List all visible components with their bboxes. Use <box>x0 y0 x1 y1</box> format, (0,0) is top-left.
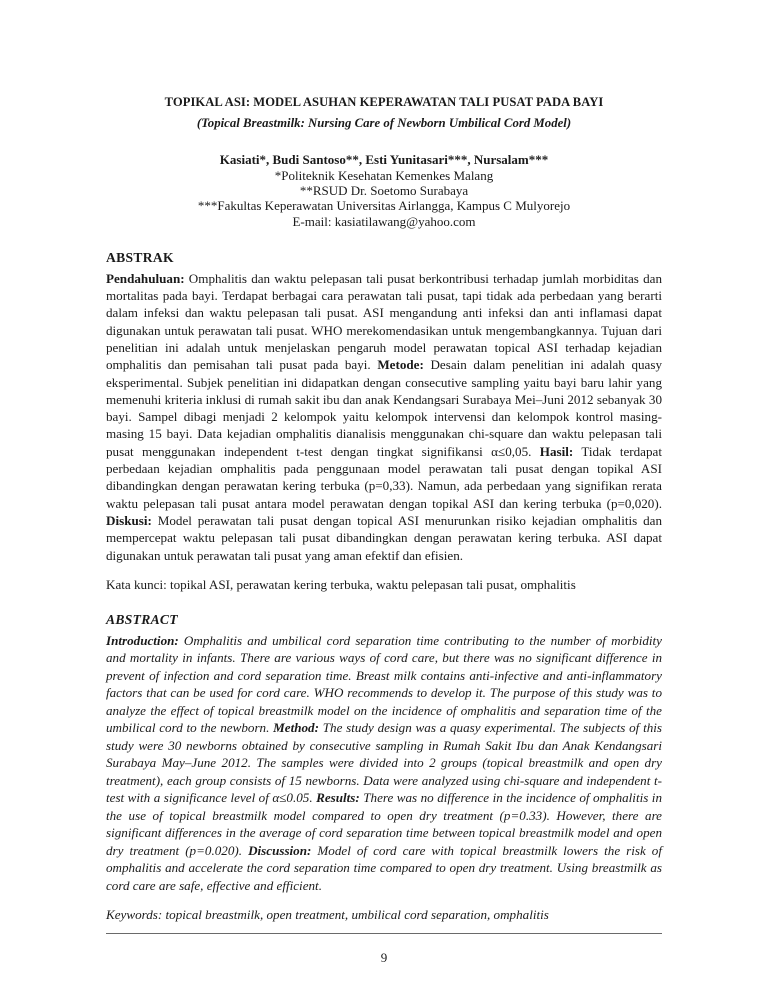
abstract-label-introduction: Introduction: <box>106 632 179 648</box>
abstrak-body <box>106 270 662 564</box>
paper-title: TOPIKAL ASI: MODEL ASUHAN KEPERAWATAN TALI PUSAT PADA BAYI <box>164 95 604 109</box>
author-block <box>106 152 662 229</box>
abstract-text-method: The study design was a quasy experimental. The subjects of this study were 30 newborns obtained by consecutive sampling in Rumah Sakit Ibu dan Anak Kendangsari Surabaya May–June 2012. The samples were divided into 2 groups (topical breastmilk and open dry treatment), each group consists of 15 newborns. Data were analyzed using chi-square and independent t-test with a significance level of α≤0.05. <box>106 720 662 806</box>
abstract-label-method: Method: <box>273 720 319 736</box>
abstrak-label-pendahuluan: Pendahuluan: <box>106 270 185 286</box>
abstrak-label-diskusi: Diskusi: <box>106 512 152 528</box>
abstract-text-results: There was no difference in the incidence of omphalitis in the use of topical breastmilk model compared to open dry treatment (p=0.33). However, there are significant differences in the average of cord separation time between topical breastmilk model and open dry treatment (p=0.020). <box>106 790 662 858</box>
abstrak-label-hasil: Hasil: <box>539 443 574 459</box>
abstract-label-results: Results: <box>316 790 360 806</box>
abstract-text-discussion: Model of cord care with topical breastmilk lowers the risk of omphalitis and accelerate the cord separation time compared to open dry treatment. Using breastmilk as cord care are safe, effective and efficient. <box>106 842 662 893</box>
abstract-text-introduction: Omphalitis and umbilical cord separation time contributing to the number of morbidity and mortality in infants. There are various ways of cord care, but there was no significant difference in prevent of infection and cord separation time. Breast milk contains anti-infective and anti-inflammatory factors that can be used for cord care. WHO recommends to develop it. The purpose of this study was to analyze the effect of topical breastmilk model on the incidence of omphalitis and separation time of the umbilical cord to the newborn. <box>106 632 662 736</box>
affiliation-3: ***Fakultas Keperawatan Universitas Airlangga, Kampus C Mulyorejo <box>197 198 571 214</box>
abstract-body <box>106 632 662 895</box>
abstrak-label-metode: Metode: <box>377 357 424 373</box>
paper-subtitle: (Topical Breastmilk: Nursing Care of Newborn Umbilical Cord Model) <box>196 116 572 130</box>
author-email: E-mail: kasiatilawang@yahoo.com <box>292 213 476 229</box>
affiliation-2: **RSUD Dr. Soetomo Surabaya <box>299 183 469 199</box>
footer-divider <box>106 933 662 934</box>
author-names: Kasiati*, Budi Santoso**, Esti Yunitasari***, Nursalam*** <box>219 152 549 167</box>
paper-page <box>106 0 662 966</box>
abstract-heading: ABSTRACT <box>106 611 178 627</box>
abstrak-text-diskusi: Model perawatan tali pusat dengan topical ASI menurunkan risiko kejadian omphalitis dan mempercepat waktu pelepasan tali pusat dibandingkan dengan perawatan kering terbuka. ASI dapat digunakan untuk perawatan tali pusat yang aman efektif dan efisien. <box>106 512 662 563</box>
keywords: Keywords: topical breastmilk, open treatment, umbilical cord separation, omphalitis <box>106 907 549 923</box>
abstrak-text-hasil: Tidak terdapat perbedaan kejadian omphalitis pada penggunaan model perawatan tali pusat dengan topikal ASI dibandingkan dengan perawatan kering terbuka (p=0,33). Namun, ada perbedaan yang signifikan rerata waktu pelepasan tali pusat antara model perawatan dengan topikal ASI dan kering terbuka (p=0,020). <box>106 443 662 511</box>
affiliation-1: *Politeknik Kesehatan Kemenkes Malang <box>274 168 494 183</box>
abstrak-heading: ABSTRAK <box>106 249 174 265</box>
abstrak-text-pendahuluan: Omphalitis dan waktu pelepasan tali pusat berkontribusi terhadap jumlah morbiditas dan mortalitas pada bayi. Terdapat berbagai cara perawatan tali pusat, tapi tidak ada perbedaan yang berarti dalam infeksi dan waktu pelepasan tali pusat. ASI mengandung anti infeksi dan anti inflamasi dapat digunakan untuk perawatan tali pusat. WHO merekomendasikan untuk mengembangkannya. Tujuan dari penelitian ini adalah untuk menjelaskan pengaruh model perawatan topical ASI terhadap kejadian omphalitis dan pemisahan tali pusat pada bayi. <box>106 270 662 373</box>
page-number: 9 <box>380 950 388 966</box>
abstrak-text-metode: Desain dalam penelitian ini adalah quasy eksperimental. Subjek penelitian ini didapatkan dengan consecutive sampling yaitu bayi baru lahir yang memenuhi kriteria inklusi di rumah sakit ibu dan anak Kendangsari Surabaya Mei–Juni 2012 sebanyak 30 bayi. Sampel dibagi menjadi 2 kelompok yaitu kelompok intervensi dan kelompok kontrol masing-masing 15 bayi. Data kejadian omphalitis dianalisis menggunakan chi-square dan waktu pelepasan tali pusat menggunakan independent t-test dengan tingkat signifikansi α≤0,05. <box>106 357 662 459</box>
abstract-label-discussion: Discussion: <box>248 842 312 858</box>
kata-kunci: Kata kunci: topikal ASI, perawatan kering terbuka, waktu pelepasan tali pusat, omphalitis <box>106 576 576 592</box>
